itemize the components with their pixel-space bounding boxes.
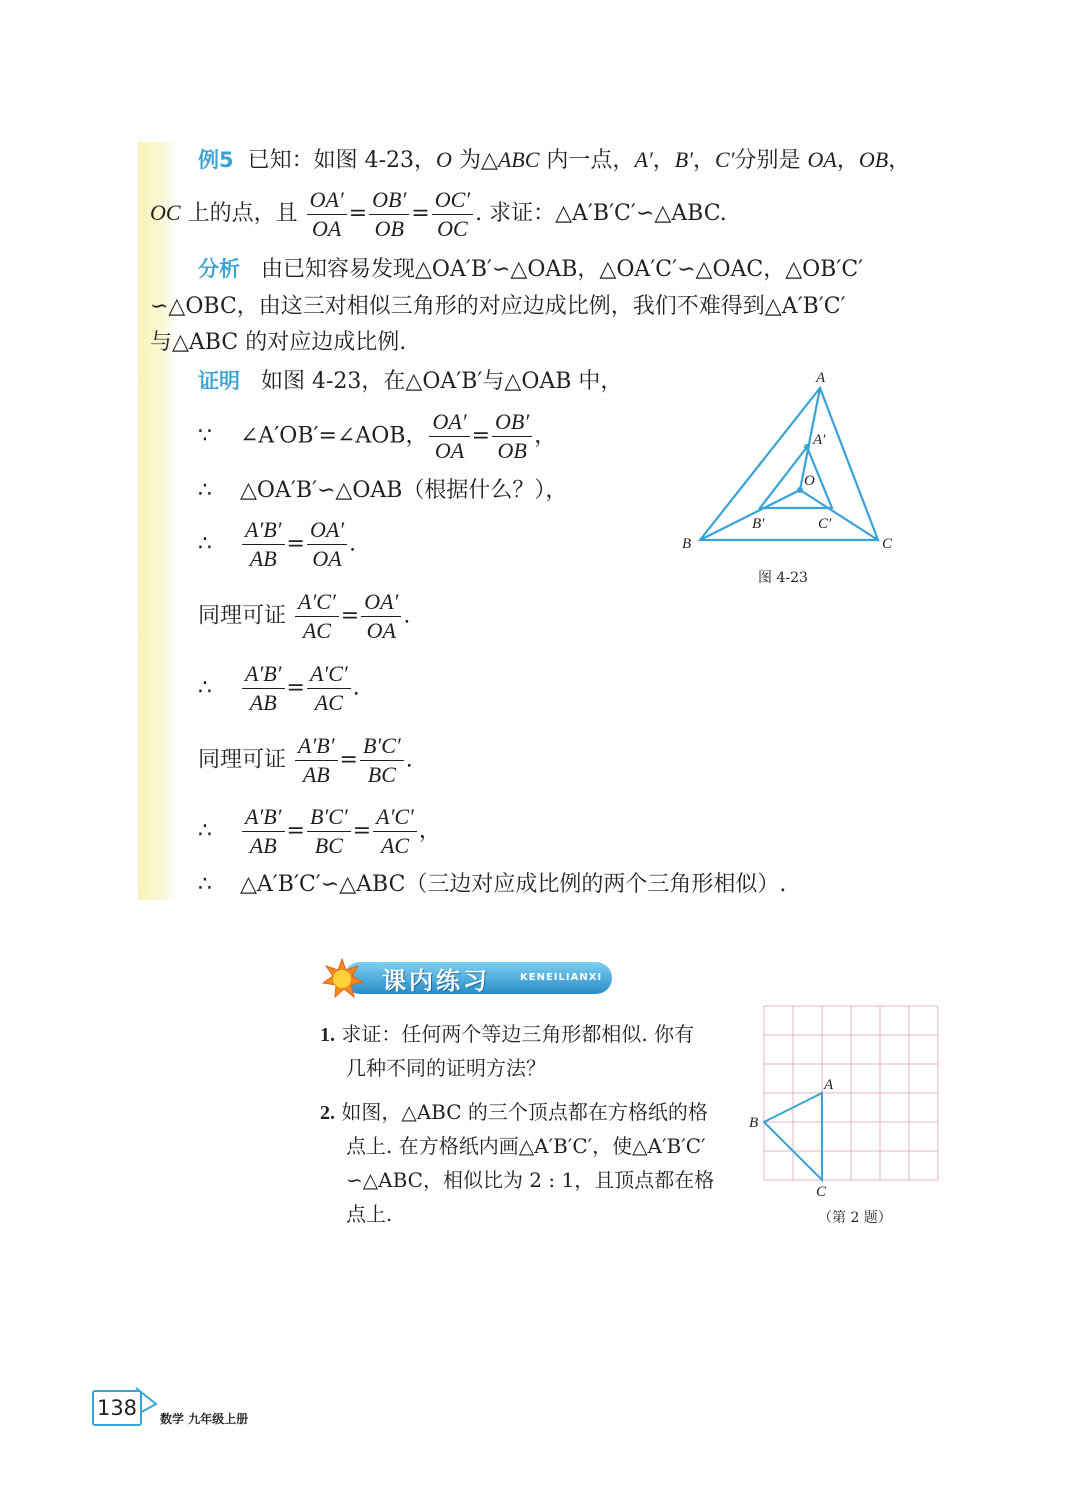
label-c1: C′ <box>818 516 832 532</box>
margin-highlight-band <box>138 142 178 900</box>
proof-ratio-3: ∴ $\frac{A'B'}{AB}$ = $\frac{A'C'}{AC}$ . <box>198 661 360 715</box>
proof-text-1: 如图 4-23，在△OA′B′与△OAB 中， <box>260 369 623 394</box>
analysis-line-2: ∽△OBC，由这三对相似三角形的对应边成比例，我们不难得到△A′B′C′ <box>150 294 846 319</box>
book-title: 数学 九年级上册 <box>160 1412 249 1426</box>
because-symbol: ∵ <box>198 423 212 449</box>
example-intro-4: 分别是 <box>734 148 801 173</box>
proof-ratio-2: 同理可证 $\frac{A'C'}{AC}$ = $\frac{OA'}{OA}$ . <box>198 589 411 643</box>
triangle-abc <box>700 388 878 540</box>
proof-sim-line <box>198 476 567 506</box>
point-o <box>797 487 803 493</box>
example-line-2: OC 上的点，且 $\frac{OA'}{OA}$ = $\frac{OB'}{OB}$ = $\frac{OC'}{OC}$ . 求证：△A′B′C′∽△ABC. <box>150 186 727 241</box>
figure-caption: 图 4-23 <box>758 570 808 586</box>
grid-label-b: B <box>749 1115 759 1131</box>
final-statement: △A′B′C′∽△ABC（三边对应成比例的两个三角形相似）. <box>239 872 787 897</box>
similarly-text: 同理可证 <box>198 603 287 629</box>
proof-because-line: ∵ ∠A′OB′=∠AOB， $\frac{OA'}{OA}$ = $\frac{OB'}{OB}$ ， <box>198 409 557 463</box>
exercise-badge <box>320 958 616 998</box>
star-icon <box>320 958 364 998</box>
example-intro-2: 为△ <box>458 148 498 173</box>
example-line2-start: 上的点，且 <box>187 201 298 226</box>
therefore-symbol: ∴ <box>198 531 212 557</box>
label-a1: A′ <box>813 432 826 448</box>
example-label: 例5 <box>198 148 234 172</box>
proof-conclusion <box>198 870 786 900</box>
label-b: B <box>682 536 692 552</box>
exercise-title: 课内练习 <box>382 967 490 995</box>
similarly-text: 同理可证 <box>198 747 287 773</box>
exercise-q1-line-1 <box>320 1019 694 1050</box>
therefore-symbol: ∴ <box>198 478 212 503</box>
point-a1 <box>804 444 810 450</box>
q1-number: 1. <box>320 1024 335 1046</box>
page-number: 138 <box>92 1390 142 1426</box>
q2-number: 2. <box>320 1102 335 1124</box>
exercise-q2-line-2: 点上. 在方格纸内画△A′B′C′，使△A′B′C′ <box>346 1134 706 1158</box>
label-a: A <box>816 370 826 386</box>
grid-label-c: C <box>816 1184 827 1200</box>
exercise-q2-line-4: 点上. <box>346 1202 393 1226</box>
therefore-symbol: ∴ <box>198 872 212 897</box>
analysis-line-1 <box>198 254 863 285</box>
label-o: O <box>804 473 815 489</box>
segment-ob <box>700 490 800 540</box>
proof-label: 证明 <box>198 369 240 393</box>
segment-oc <box>800 490 878 540</box>
example-line-1: 例5 已知：如图 4-23，O 为△ABC 内一点，A′，B′，C′分别是 OA，OB， <box>198 147 911 173</box>
grid-lines <box>764 1006 938 1180</box>
analysis-line-3: 与△ABC 的对应边成比例. <box>150 330 407 355</box>
angle-equality: ∠A′OB′=∠AOB， <box>239 423 428 449</box>
grid-caption: （第 2 题） <box>818 1210 892 1226</box>
proof-ratio-1: ∴ $\frac{A'B'}{AB}$ = $\frac{OA'}{OA}$ . <box>198 517 357 571</box>
q1-text-1: 求证：任何两个等边三角形都相似. 你有 <box>341 1022 695 1046</box>
grid-label-a: A <box>824 1077 834 1093</box>
proof-line-1 <box>198 366 622 397</box>
analysis-label: 分析 <box>198 257 240 281</box>
therefore-symbol: ∴ <box>198 675 212 701</box>
example-intro-3: 内一点， <box>546 148 635 173</box>
exercise-q2-line-1 <box>320 1097 708 1128</box>
triangle-a1b1c1 <box>760 447 832 508</box>
example-intro: 已知：如图 4-23， <box>247 148 437 173</box>
example-line2-end: . 求证：△A′B′C′∽△ABC. <box>475 201 727 226</box>
exercise-subtitle: KENEILIANXI <box>520 972 603 983</box>
proof-ratio-5: ∴ $\frac{A'B'}{AB}$ = $\frac{B'C'}{BC}$ = $\frac{A'C'}{AC}$ ， <box>198 804 441 858</box>
q2-text-1: 如图，△ABC 的三个顶点都在方格纸的格 <box>341 1100 708 1124</box>
therefore-symbol: ∴ <box>198 818 212 844</box>
proof-ratio-4: 同理可证 $\frac{A'B'}{AB}$ = $\frac{B'C'}{BC}$ . <box>198 733 413 787</box>
label-c: C <box>882 536 893 552</box>
analysis-text-1: 由已知容易发现△OA′B′∽△OAB，△OA′C′∽△OAC，△OB′C′ <box>260 257 864 282</box>
exercise-q2-line-3: ∽△ABC，相似比为 2 : 1，且顶点都在格 <box>346 1168 715 1192</box>
grid-figure <box>740 1000 950 1232</box>
similar-statement-1: △OA′B′∽△OAB（根据什么？）， <box>239 478 568 503</box>
figure-4-23 <box>670 360 910 590</box>
label-b1: B′ <box>752 516 765 532</box>
exercise-q1-line-2: 几种不同的证明方法？ <box>346 1056 546 1080</box>
